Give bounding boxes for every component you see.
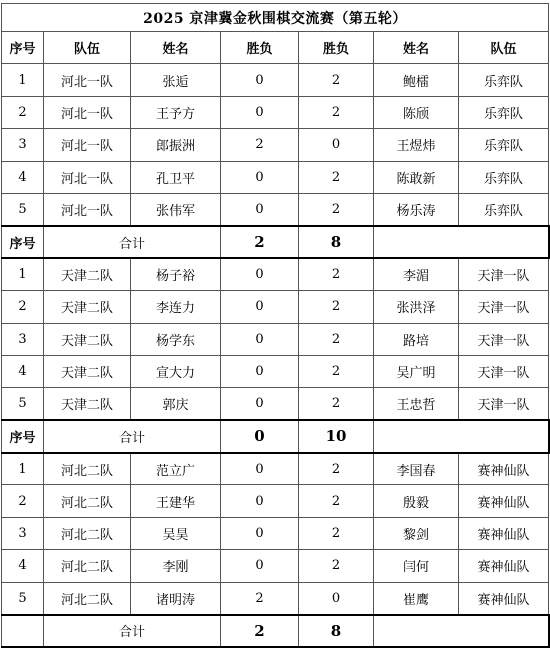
team-b: 天津一队 xyxy=(459,291,549,323)
player-b: 陈颀 xyxy=(374,96,459,128)
score-a: 2 xyxy=(221,129,299,161)
total-b: 8 xyxy=(299,615,374,647)
table-title: 2025 京津冀金秋围棋交流赛（第五轮） xyxy=(2,4,549,32)
row-number: 4 xyxy=(2,355,44,387)
player-b: 王忠哲 xyxy=(374,388,459,420)
total-row xyxy=(2,615,549,647)
table-row xyxy=(2,161,549,193)
player-b: 王煜炜 xyxy=(374,129,459,161)
table-row xyxy=(2,323,549,355)
team-a: 河北二队 xyxy=(44,582,131,614)
row-number: 1 xyxy=(2,258,44,290)
player-a: 张逅 xyxy=(131,64,221,96)
table-row xyxy=(2,388,549,420)
score-a: 0 xyxy=(221,517,299,549)
header-name-a: 姓名 xyxy=(131,32,221,64)
total-label: 合计 xyxy=(44,226,221,258)
table-row xyxy=(2,64,549,96)
player-b: 路培 xyxy=(374,323,459,355)
row-number: 2 xyxy=(2,485,44,517)
team-a: 河北二队 xyxy=(44,453,131,485)
row-number: 5 xyxy=(2,582,44,614)
team-a: 河北二队 xyxy=(44,517,131,549)
score-b: 2 xyxy=(299,453,374,485)
score-b: 2 xyxy=(299,517,374,549)
row-number: 3 xyxy=(2,129,44,161)
player-a: 张伟军 xyxy=(131,193,221,225)
team-a: 河北一队 xyxy=(44,161,131,193)
table-row xyxy=(2,96,549,128)
score-b: 0 xyxy=(299,582,374,614)
table-row xyxy=(2,193,549,225)
player-a: 郭庆 xyxy=(131,388,221,420)
player-b: 李湄 xyxy=(374,258,459,290)
results-table xyxy=(1,3,550,648)
score-a: 0 xyxy=(221,388,299,420)
player-a: 李刚 xyxy=(131,550,221,582)
score-b: 2 xyxy=(299,550,374,582)
total-a: 2 xyxy=(221,615,299,647)
table-row xyxy=(2,355,549,387)
row-number: 2 xyxy=(2,96,44,128)
team-b: 赛神仙队 xyxy=(459,517,549,549)
total-blank xyxy=(374,226,549,258)
total-blank xyxy=(374,615,549,647)
total-a: 2 xyxy=(221,226,299,258)
row-number: 3 xyxy=(2,323,44,355)
score-a: 0 xyxy=(221,355,299,387)
row-number: 1 xyxy=(2,64,44,96)
team-b: 赛神仙队 xyxy=(459,453,549,485)
team-b: 赛神仙队 xyxy=(459,485,549,517)
team-a: 河北二队 xyxy=(44,485,131,517)
total-seq-label xyxy=(2,615,44,647)
player-a: 孔卫平 xyxy=(131,161,221,193)
total-row xyxy=(2,226,549,258)
header-name-b: 姓名 xyxy=(374,32,459,64)
table-row xyxy=(2,582,549,614)
row-number: 5 xyxy=(2,193,44,225)
score-b: 2 xyxy=(299,323,374,355)
score-b: 0 xyxy=(299,129,374,161)
table-row xyxy=(2,258,549,290)
player-a: 王建华 xyxy=(131,485,221,517)
score-a: 0 xyxy=(221,258,299,290)
score-a: 0 xyxy=(221,485,299,517)
table-row xyxy=(2,550,549,582)
header-seq: 序号 xyxy=(2,32,44,64)
title-row xyxy=(2,4,549,32)
score-b: 2 xyxy=(299,355,374,387)
row-number: 2 xyxy=(2,291,44,323)
score-a: 0 xyxy=(221,161,299,193)
player-a: 宣大力 xyxy=(131,355,221,387)
score-a: 2 xyxy=(221,582,299,614)
team-b: 天津一队 xyxy=(459,258,549,290)
score-a: 0 xyxy=(221,96,299,128)
total-blank xyxy=(374,420,549,452)
team-a: 河北二队 xyxy=(44,550,131,582)
team-b: 赛神仙队 xyxy=(459,582,549,614)
team-b: 乐弈队 xyxy=(459,161,549,193)
player-b: 陈敢新 xyxy=(374,161,459,193)
score-a: 0 xyxy=(221,323,299,355)
header-row xyxy=(2,32,549,64)
score-b: 2 xyxy=(299,258,374,290)
player-b: 张洪泽 xyxy=(374,291,459,323)
table-row xyxy=(2,485,549,517)
row-number: 1 xyxy=(2,453,44,485)
player-a: 诸明涛 xyxy=(131,582,221,614)
team-b: 乐弈队 xyxy=(459,129,549,161)
score-a: 0 xyxy=(221,453,299,485)
table-row xyxy=(2,129,549,161)
team-b: 赛神仙队 xyxy=(459,550,549,582)
player-b: 闫何 xyxy=(374,550,459,582)
player-b: 殷毅 xyxy=(374,485,459,517)
team-a: 天津二队 xyxy=(44,323,131,355)
total-seq-label: 序号 xyxy=(2,226,44,258)
total-b: 8 xyxy=(299,226,374,258)
team-a: 河北一队 xyxy=(44,64,131,96)
header-score-a: 胜负 xyxy=(221,32,299,64)
player-a: 杨子裕 xyxy=(131,258,221,290)
total-label: 合计 xyxy=(44,420,221,452)
total-row xyxy=(2,420,549,452)
team-b: 乐弈队 xyxy=(459,193,549,225)
score-b: 2 xyxy=(299,485,374,517)
team-b: 天津一队 xyxy=(459,323,549,355)
score-a: 0 xyxy=(221,291,299,323)
team-a: 天津二队 xyxy=(44,258,131,290)
player-b: 黎剑 xyxy=(374,517,459,549)
team-b: 天津一队 xyxy=(459,355,549,387)
player-b: 李国春 xyxy=(374,453,459,485)
total-b: 10 xyxy=(299,420,374,452)
header-score-b: 胜负 xyxy=(299,32,374,64)
team-b: 乐弈队 xyxy=(459,64,549,96)
row-number: 5 xyxy=(2,388,44,420)
team-b: 乐弈队 xyxy=(459,96,549,128)
score-b: 2 xyxy=(299,388,374,420)
score-a: 0 xyxy=(221,550,299,582)
row-number: 3 xyxy=(2,517,44,549)
team-a: 河北一队 xyxy=(44,96,131,128)
row-number: 4 xyxy=(2,550,44,582)
team-a: 天津二队 xyxy=(44,291,131,323)
score-b: 2 xyxy=(299,291,374,323)
player-b: 杨乐涛 xyxy=(374,193,459,225)
total-label: 合计 xyxy=(44,615,221,647)
player-a: 范立广 xyxy=(131,453,221,485)
team-b: 天津一队 xyxy=(459,388,549,420)
score-b: 2 xyxy=(299,193,374,225)
score-b: 2 xyxy=(299,64,374,96)
header-team-b: 队伍 xyxy=(459,32,549,64)
player-a: 李连力 xyxy=(131,291,221,323)
row-number: 4 xyxy=(2,161,44,193)
team-a: 河北一队 xyxy=(44,129,131,161)
player-b: 吴广明 xyxy=(374,355,459,387)
player-a: 吴昊 xyxy=(131,517,221,549)
player-a: 王予方 xyxy=(131,96,221,128)
score-b: 2 xyxy=(299,161,374,193)
table-row xyxy=(2,291,549,323)
player-b: 崔鹰 xyxy=(374,582,459,614)
team-a: 河北一队 xyxy=(44,193,131,225)
score-b: 2 xyxy=(299,96,374,128)
team-a: 天津二队 xyxy=(44,388,131,420)
total-seq-label: 序号 xyxy=(2,420,44,452)
header-team-a: 队伍 xyxy=(44,32,131,64)
table-row xyxy=(2,453,549,485)
table-row xyxy=(2,517,549,549)
total-a: 0 xyxy=(221,420,299,452)
team-a: 天津二队 xyxy=(44,355,131,387)
score-a: 0 xyxy=(221,64,299,96)
player-b: 鲍檑 xyxy=(374,64,459,96)
score-a: 0 xyxy=(221,193,299,225)
player-a: 杨学东 xyxy=(131,323,221,355)
player-a: 郎振洲 xyxy=(131,129,221,161)
